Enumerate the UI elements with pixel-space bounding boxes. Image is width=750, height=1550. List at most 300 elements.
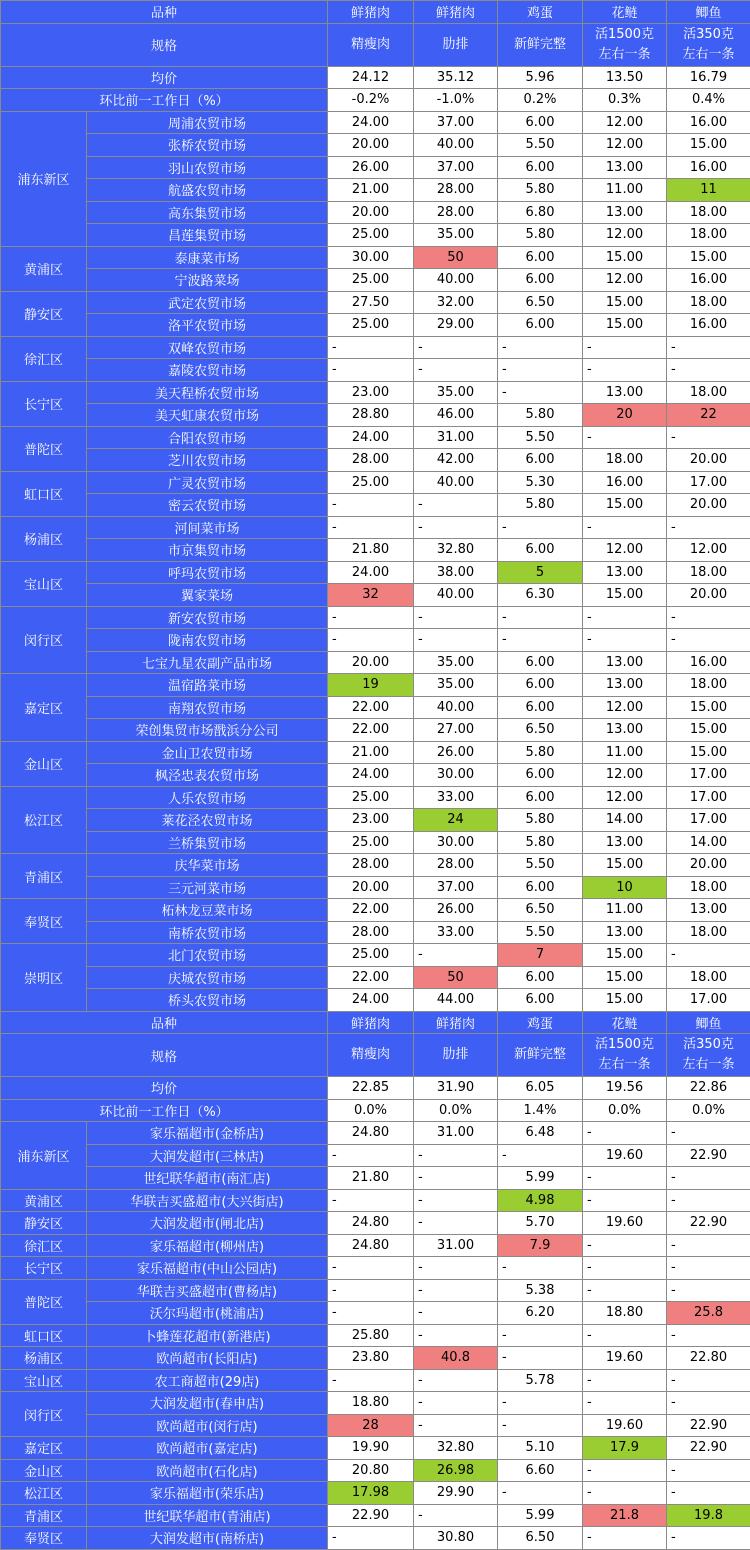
- table-row: [1, 269, 750, 292]
- spec-label: 规格: [1, 1034, 328, 1077]
- price-cell: -0.2%: [328, 89, 414, 112]
- market-name: 莱花泾农贸市场: [87, 809, 328, 832]
- price-cell: 6.00: [498, 966, 583, 989]
- price-cell: 6.20: [498, 1302, 583, 1325]
- price-cell: -: [498, 1392, 583, 1415]
- price-cell: 29.00: [414, 314, 498, 337]
- price-cell: 40.00: [414, 471, 498, 494]
- market-name: 南翔农贸市场: [87, 696, 328, 719]
- price-cell: 46.00: [414, 404, 498, 427]
- price-cell: 12.00: [583, 764, 667, 787]
- table-row: [1, 381, 750, 404]
- price-cell: 23.80: [328, 1347, 414, 1370]
- price-cell: 0.0%: [667, 1099, 750, 1122]
- price-cell: -: [583, 1482, 667, 1505]
- price-cell: -: [583, 606, 667, 629]
- average-row-label: 均价: [1, 66, 328, 89]
- price-cell: 5.38: [498, 1279, 583, 1302]
- price-cell: -: [667, 1482, 750, 1505]
- table-row: [1, 1189, 750, 1212]
- table-row: [1, 224, 750, 247]
- price-cell: 16.00: [667, 314, 750, 337]
- market-name: 欧尚超市(石化店): [87, 1459, 328, 1482]
- price-cell: 20: [583, 404, 667, 427]
- price-cell: 12.00: [583, 224, 667, 247]
- price-cell: 24.12: [328, 66, 414, 89]
- price-cell: 26.00: [328, 156, 414, 179]
- price-cell: 20.00: [328, 201, 414, 224]
- district-cell: 黄浦区: [1, 246, 87, 291]
- table-row: [1, 764, 750, 787]
- price-cell: 11.00: [583, 741, 667, 764]
- price-cell: 28.00: [328, 854, 414, 877]
- table-row: [1, 471, 750, 494]
- price-cell: 44.00: [414, 989, 498, 1012]
- table-row: [1, 516, 750, 539]
- price-cell: -: [498, 1482, 583, 1505]
- spec-line: 活1500克: [583, 1035, 666, 1055]
- table-row: [1, 1302, 750, 1325]
- district-cell: 松江区: [1, 1482, 87, 1505]
- price-cell: 6.00: [498, 111, 583, 134]
- market-name: 兰桥集贸市场: [87, 831, 328, 854]
- table-row: [1, 809, 750, 832]
- price-cell: 6.50: [498, 719, 583, 742]
- price-cell: 6.00: [498, 876, 583, 899]
- district-cell: 长宁区: [1, 381, 87, 426]
- variety-header: 鲜猪肉: [414, 1, 498, 24]
- price-cell: -: [498, 1144, 583, 1167]
- price-cell: 26.98: [414, 1459, 498, 1482]
- table-row: [1, 674, 750, 697]
- market-name: 七宝九星农副产品市场: [87, 651, 328, 674]
- price-cell: 13.00: [583, 719, 667, 742]
- price-cell: 5.10: [498, 1437, 583, 1460]
- header-row-variety: [1, 1, 750, 24]
- price-cell: -: [583, 1527, 667, 1550]
- price-cell: 10: [583, 876, 667, 899]
- table-row: [1, 1279, 750, 1302]
- district-cell: 静安区: [1, 291, 87, 336]
- price-cell: 24.00: [328, 764, 414, 787]
- price-cell: 16.79: [667, 66, 750, 89]
- price-cell: 37.00: [414, 111, 498, 134]
- price-cell: 22.00: [328, 899, 414, 922]
- price-cell: -: [583, 336, 667, 359]
- price-cell: -: [583, 516, 667, 539]
- price-cell: -: [414, 1212, 498, 1235]
- price-cell: 6.00: [498, 314, 583, 337]
- price-cell: 42.00: [414, 449, 498, 472]
- price-cell: 11.00: [583, 899, 667, 922]
- district-cell: 徐汇区: [1, 1234, 87, 1257]
- market-name: 嘉陵农贸市场: [87, 359, 328, 382]
- table-row: [1, 539, 750, 562]
- price-table-body: [1, 1, 750, 1550]
- price-cell: -: [583, 1189, 667, 1212]
- price-cell: -: [414, 359, 498, 382]
- price-cell: 6.50: [498, 899, 583, 922]
- variety-header: 鲜猪肉: [328, 1011, 414, 1034]
- district-cell: 浦东新区: [1, 1122, 87, 1190]
- market-name: 密云农贸市场: [87, 494, 328, 517]
- table-row: [1, 1324, 750, 1347]
- price-cell: 6.00: [498, 764, 583, 787]
- price-cell: -: [414, 516, 498, 539]
- variety-header: 鲫鱼: [667, 1, 750, 24]
- price-cell: 40.00: [414, 696, 498, 719]
- price-cell: 12.00: [583, 696, 667, 719]
- price-cell: -: [414, 1504, 498, 1527]
- price-cell: 13.00: [583, 156, 667, 179]
- price-cell: 5.80: [498, 224, 583, 247]
- price-cell: -: [667, 1234, 750, 1257]
- table-row: [1, 1167, 750, 1190]
- price-cell: 20.00: [328, 651, 414, 674]
- price-cell: 19.60: [583, 1347, 667, 1370]
- price-cell: -: [328, 1302, 414, 1325]
- market-name: 柘林龙豆菜市场: [87, 899, 328, 922]
- price-cell: -: [414, 1324, 498, 1347]
- price-cell: 17.00: [667, 809, 750, 832]
- spec-line: 肋排: [414, 35, 497, 55]
- price-cell: 18.00: [667, 966, 750, 989]
- market-name: 美天虹康农贸市场: [87, 404, 328, 427]
- market-name: 欧尚超市(闵行店): [87, 1414, 328, 1437]
- price-cell: -: [667, 1257, 750, 1280]
- price-cell: -: [583, 359, 667, 382]
- price-cell: 19.60: [583, 1144, 667, 1167]
- table-row: [1, 246, 750, 269]
- table-row: [1, 1414, 750, 1437]
- price-cell: -: [498, 1347, 583, 1370]
- price-cell: -: [583, 629, 667, 652]
- price-cell: -: [328, 629, 414, 652]
- price-cell: 5.80: [498, 831, 583, 854]
- price-cell: -: [414, 1189, 498, 1212]
- price-cell: 19.60: [583, 1212, 667, 1235]
- table-row: [1, 719, 750, 742]
- price-cell: 6.00: [498, 246, 583, 269]
- price-cell: 6.00: [498, 786, 583, 809]
- market-name: 庆城农贸市场: [87, 966, 328, 989]
- price-cell: 18.00: [667, 674, 750, 697]
- spec-line: 新鲜完整: [498, 35, 582, 55]
- price-cell: -: [498, 1414, 583, 1437]
- price-cell: 35.00: [414, 381, 498, 404]
- district-cell: 长宁区: [1, 1257, 87, 1280]
- price-cell: 28.80: [328, 404, 414, 427]
- district-cell: 金山区: [1, 1459, 87, 1482]
- district-cell: 闵行区: [1, 606, 87, 674]
- spec-header: [667, 23, 750, 66]
- price-cell: 28.00: [414, 854, 498, 877]
- market-name: 大润发超市(闸北店): [87, 1212, 328, 1235]
- price-cell: 24.80: [328, 1122, 414, 1145]
- market-name: 大润发超市(三林店): [87, 1144, 328, 1167]
- table-row: [1, 876, 750, 899]
- price-cell: 13.00: [583, 201, 667, 224]
- price-cell: -: [328, 1369, 414, 1392]
- price-cell: 0.0%: [328, 1099, 414, 1122]
- price-cell: -: [583, 1392, 667, 1415]
- price-cell: 27.50: [328, 291, 414, 314]
- price-cell: 6.00: [498, 269, 583, 292]
- price-cell: -: [498, 336, 583, 359]
- district-cell: 松江区: [1, 786, 87, 854]
- market-name: 家乐福超市(荣乐店): [87, 1482, 328, 1505]
- district-cell: 青浦区: [1, 1504, 87, 1527]
- price-cell: 15.00: [667, 134, 750, 157]
- table-row: [1, 1212, 750, 1235]
- price-cell: 19.56: [583, 1077, 667, 1100]
- table-row: [1, 201, 750, 224]
- price-cell: -: [414, 629, 498, 652]
- table-row: [1, 156, 750, 179]
- price-cell: 26.00: [414, 741, 498, 764]
- price-cell: 22.86: [667, 1077, 750, 1100]
- price-cell: -: [583, 1167, 667, 1190]
- price-cell: 30.00: [414, 831, 498, 854]
- price-cell: 22: [667, 404, 750, 427]
- price-cell: 6.30: [498, 584, 583, 607]
- price-cell: 20.00: [667, 494, 750, 517]
- price-cell: -: [498, 1324, 583, 1347]
- price-cell: -: [414, 1279, 498, 1302]
- table-row: [1, 989, 750, 1012]
- price-cell: -: [498, 381, 583, 404]
- table-row: [1, 1527, 750, 1550]
- price-cell: 30.80: [414, 1527, 498, 1550]
- price-cell: 12.00: [667, 539, 750, 562]
- table-row: [1, 966, 750, 989]
- price-cell: 21.8: [583, 1504, 667, 1527]
- spec-header: [583, 1034, 667, 1077]
- district-cell: 闵行区: [1, 1392, 87, 1437]
- price-cell: 6.00: [498, 696, 583, 719]
- market-name: 卜蜂莲花超市(新港店): [87, 1324, 328, 1347]
- table-row: [1, 359, 750, 382]
- price-cell: 32.80: [414, 1437, 498, 1460]
- table-row: [1, 179, 750, 202]
- table-row: [1, 404, 750, 427]
- table-row: [1, 494, 750, 517]
- price-cell: 12.00: [583, 134, 667, 157]
- price-cell: 5.50: [498, 921, 583, 944]
- price-cell: 15.00: [583, 944, 667, 967]
- market-name: 合阳农贸市场: [87, 426, 328, 449]
- price-cell: 5.99: [498, 1504, 583, 1527]
- price-cell: 15.00: [583, 854, 667, 877]
- table-row: [1, 584, 750, 607]
- price-cell: -: [667, 426, 750, 449]
- price-cell: 14.00: [667, 831, 750, 854]
- price-cell: -: [414, 1369, 498, 1392]
- price-cell: 16.00: [667, 156, 750, 179]
- price-cell: 15.00: [583, 989, 667, 1012]
- price-cell: 0.4%: [667, 89, 750, 112]
- price-cell: 1.4%: [498, 1099, 583, 1122]
- price-cell: 50: [414, 966, 498, 989]
- price-cell: 22.90: [328, 1504, 414, 1527]
- price-cell: 6.00: [498, 449, 583, 472]
- price-cell: 25.8: [667, 1302, 750, 1325]
- table-row: [1, 1347, 750, 1370]
- price-cell: -: [414, 606, 498, 629]
- district-cell: 普陀区: [1, 1279, 87, 1324]
- price-cell: -: [583, 1122, 667, 1145]
- price-cell: 40.8: [414, 1347, 498, 1370]
- price-cell: 6.00: [498, 989, 583, 1012]
- variety-header: 花鲢: [583, 1011, 667, 1034]
- market-name: 美天程桥农贸市场: [87, 381, 328, 404]
- table-row: [1, 944, 750, 967]
- price-cell: 5.80: [498, 494, 583, 517]
- market-name: 周浦农贸市场: [87, 111, 328, 134]
- price-cell: -: [328, 1144, 414, 1167]
- price-cell: 16.00: [667, 111, 750, 134]
- price-cell: 13.00: [583, 831, 667, 854]
- spec-line: 左右一条: [583, 1055, 666, 1075]
- market-name: 张桥农贸市场: [87, 134, 328, 157]
- price-cell: 26.00: [414, 899, 498, 922]
- price-cell: 18.00: [667, 291, 750, 314]
- market-name: 荣创集贸市场戬浜分公司: [87, 719, 328, 742]
- price-cell: 13.00: [667, 899, 750, 922]
- price-cell: 5.70: [498, 1212, 583, 1235]
- price-cell: 20.00: [328, 876, 414, 899]
- price-cell: -: [667, 1324, 750, 1347]
- market-name: 双峰农贸市场: [87, 336, 328, 359]
- price-cell: 31.90: [414, 1077, 498, 1100]
- market-name: 洛平农贸市场: [87, 314, 328, 337]
- price-cell: 37.00: [414, 156, 498, 179]
- market-name: 家乐福超市(金桥店): [87, 1122, 328, 1145]
- table-row: [1, 336, 750, 359]
- price-cell: 33.00: [414, 786, 498, 809]
- price-cell: 23.00: [328, 809, 414, 832]
- price-cell: 6.00: [498, 651, 583, 674]
- price-cell: 6.05: [498, 1077, 583, 1100]
- price-cell: 24.80: [328, 1234, 414, 1257]
- price-cell: 22.80: [667, 1347, 750, 1370]
- average-row: [1, 1077, 750, 1100]
- spec-header: [328, 23, 414, 66]
- district-cell: 虹口区: [1, 471, 87, 516]
- price-cell: 20.00: [667, 584, 750, 607]
- price-cell: -: [328, 494, 414, 517]
- change-row-label: 环比前一工作日（%）: [1, 89, 328, 112]
- spec-line: 精瘦肉: [328, 1045, 413, 1065]
- district-cell: 奉贤区: [1, 1527, 87, 1550]
- price-cell: 6.00: [498, 539, 583, 562]
- market-name: 大润发超市(春申店): [87, 1392, 328, 1415]
- price-cell: -: [498, 516, 583, 539]
- price-cell: 22.90: [667, 1212, 750, 1235]
- price-cell: 12.00: [583, 269, 667, 292]
- price-cell: 40.00: [414, 584, 498, 607]
- price-cell: 15.00: [583, 494, 667, 517]
- price-cell: -: [667, 1279, 750, 1302]
- price-cell: 17.00: [667, 989, 750, 1012]
- change-row-label: 环比前一工作日（%）: [1, 1099, 328, 1122]
- price-cell: 5.80: [498, 404, 583, 427]
- market-name: 呼玛农贸市场: [87, 561, 328, 584]
- price-cell: 22.90: [667, 1437, 750, 1460]
- spec-line: 肋排: [414, 1045, 497, 1065]
- price-cell: 20.00: [667, 854, 750, 877]
- variety-label: 品种: [1, 1011, 328, 1034]
- district-cell: 奉贤区: [1, 899, 87, 944]
- price-cell: -: [667, 516, 750, 539]
- price-cell: 29.90: [414, 1482, 498, 1505]
- price-cell: -: [328, 359, 414, 382]
- price-cell: -: [498, 1257, 583, 1280]
- price-cell: 21.00: [328, 179, 414, 202]
- price-cell: -: [414, 1302, 498, 1325]
- price-cell: 32.00: [414, 291, 498, 314]
- table-row: [1, 561, 750, 584]
- price-cell: 22.00: [328, 696, 414, 719]
- price-cell: 6.60: [498, 1459, 583, 1482]
- price-cell: -: [667, 606, 750, 629]
- price-cell: 30.00: [328, 246, 414, 269]
- price-cell: 18.00: [667, 201, 750, 224]
- market-name: 枫泾忠表农贸市场: [87, 764, 328, 787]
- market-name: 市京集贸市场: [87, 539, 328, 562]
- price-cell: 13.00: [583, 674, 667, 697]
- price-cell: 5.80: [498, 809, 583, 832]
- price-cell: 35.00: [414, 651, 498, 674]
- price-cell: 17.00: [667, 764, 750, 787]
- price-cell: 11.00: [583, 179, 667, 202]
- district-cell: 青浦区: [1, 854, 87, 899]
- table-row: [1, 1392, 750, 1415]
- price-cell: 7.9: [498, 1234, 583, 1257]
- district-cell: 徐汇区: [1, 336, 87, 381]
- market-name: 家乐福超市(中山公园店): [87, 1257, 328, 1280]
- price-cell: -: [414, 1144, 498, 1167]
- price-cell: 6.80: [498, 201, 583, 224]
- price-cell: 16.00: [583, 471, 667, 494]
- market-name: 高东集贸市场: [87, 201, 328, 224]
- price-cell: 0.2%: [498, 89, 583, 112]
- price-cell: 18.00: [667, 921, 750, 944]
- price-cell: 31.00: [414, 1122, 498, 1145]
- average-row-label: 均价: [1, 1077, 328, 1100]
- price-cell: 28.00: [328, 449, 414, 472]
- price-cell: -: [328, 606, 414, 629]
- price-cell: -: [583, 1369, 667, 1392]
- price-cell: 15.00: [583, 584, 667, 607]
- price-cell: 25.00: [328, 944, 414, 967]
- spec-header: [414, 23, 498, 66]
- district-cell: 杨浦区: [1, 516, 87, 561]
- price-cell: 25.00: [328, 314, 414, 337]
- spec-header: [328, 1034, 414, 1077]
- price-cell: -: [583, 1459, 667, 1482]
- price-cell: -: [414, 336, 498, 359]
- price-cell: 28.00: [414, 201, 498, 224]
- price-cell: 24.00: [328, 426, 414, 449]
- price-cell: 28.00: [328, 921, 414, 944]
- district-cell: 嘉定区: [1, 674, 87, 742]
- spec-header: [414, 1034, 498, 1077]
- table-row: [1, 606, 750, 629]
- price-cell: 30.00: [414, 764, 498, 787]
- price-cell: -: [498, 629, 583, 652]
- market-name: 河间菜市场: [87, 516, 328, 539]
